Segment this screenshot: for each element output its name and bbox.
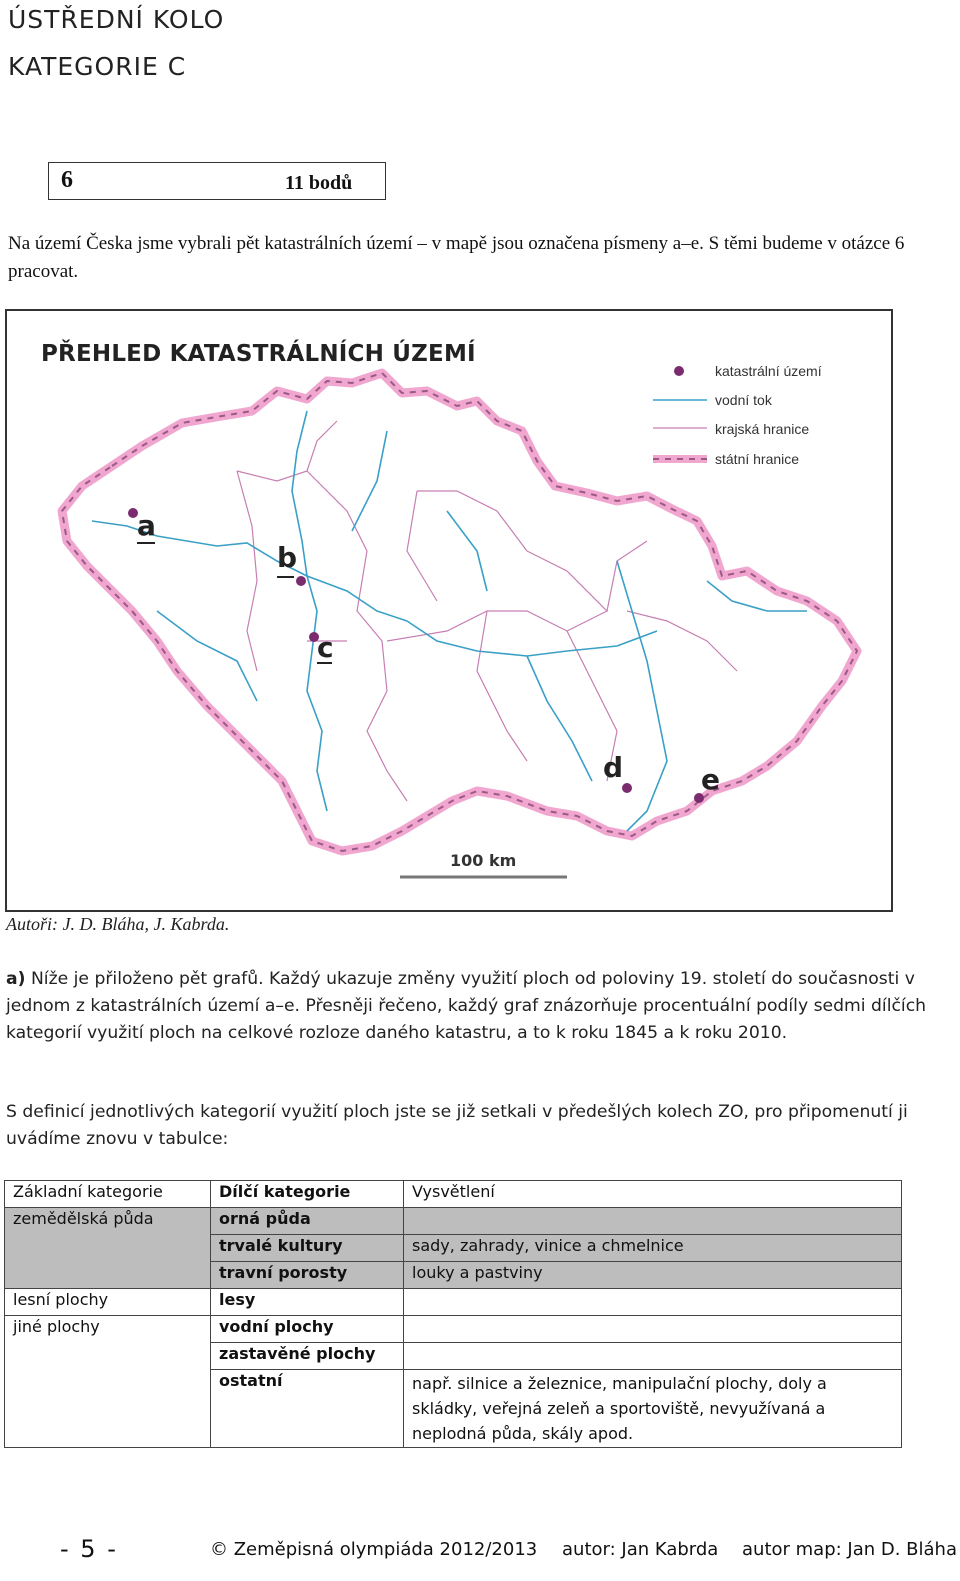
table-row — [5, 1262, 902, 1289]
task-points: 11 bodů — [285, 172, 353, 194]
footer-copyright: © Zeměpisná olympiáda 2012/2013 — [210, 1539, 538, 1560]
paragraph-definition: S definicí jednotlivých kategorií využití ploch jste se již setkali v předešlých kolech ZO, pro připomenutí ji uvádíme znovu v tabulce: — [6, 1102, 908, 1149]
map-label-c: c — [317, 631, 334, 664]
table-cell: ostatní — [211, 1370, 404, 1448]
table-cell: lesy — [211, 1289, 404, 1316]
legend-river: vodní tok — [715, 392, 772, 408]
table-cell: louky a pastviny — [404, 1262, 902, 1289]
table-header-cell: Základní kategorie — [5, 1181, 211, 1208]
table-cell: travní porosty — [211, 1262, 404, 1289]
table-cell: vodní plochy — [211, 1316, 404, 1343]
table-cell — [404, 1343, 902, 1370]
legend-regional: krajská hranice — [715, 421, 810, 437]
paragraph-a — [6, 966, 951, 1047]
table-cell — [5, 1370, 211, 1448]
table-cell: sady, zahrady, vinice a chmelnice — [404, 1235, 902, 1262]
table-cell — [404, 1316, 902, 1343]
paragraph-a-label: a) — [6, 969, 26, 989]
table-row — [5, 1235, 902, 1262]
table-header-row — [5, 1181, 902, 1208]
footer-author: autor: Jan Kabrda — [562, 1539, 719, 1560]
state-border — [62, 373, 857, 851]
map-label-d: d — [603, 751, 624, 784]
intro-paragraph: Na území Česka jsme vybrali pět katastrálních území – v mapě jsou označena písmeny a–e. S těmi budeme v otázce 6 pracovat. — [8, 233, 905, 282]
legend-cadastral-symbol — [674, 366, 684, 376]
table-cell: lesní plochy — [5, 1289, 211, 1316]
map-label-b: b — [277, 541, 298, 574]
table-row — [5, 1370, 902, 1448]
table-row — [5, 1208, 902, 1235]
legend-state: státní hranice — [715, 451, 800, 467]
table-cell — [5, 1262, 211, 1289]
task-number: 6 — [61, 167, 73, 193]
header-category: KATEGORIE C — [8, 52, 187, 81]
table-cell — [404, 1208, 902, 1235]
table-row — [5, 1289, 902, 1316]
regional-borders — [237, 421, 737, 801]
table-header-cell: Vysvětlení — [404, 1181, 902, 1208]
scale-label: 100 km — [450, 851, 517, 870]
map-label-e: e — [701, 763, 720, 796]
task-box — [48, 162, 386, 200]
table-row — [5, 1316, 902, 1343]
map-authors: Autoři: J. D. Bláha, J. Kabrda. — [6, 914, 230, 934]
marker-d — [622, 783, 632, 793]
legend-cadastral: katastrální území — [715, 363, 822, 379]
map-title: PŘEHLED KATASTRÁLNÍCH ÚZEMÍ — [41, 341, 476, 367]
table-cell: orná půda — [211, 1208, 404, 1235]
rivers — [92, 411, 810, 831]
page-number: - 5 - — [60, 1535, 118, 1563]
map-figure — [5, 309, 893, 912]
paragraph-a-text: Níže je přiloženo pět grafů. Každý ukazuje změny využití ploch od poloviny 19. století do současnosti v jednom z katastrálních území a–e. Přesněji řečeno, každý graf znázorňuje procentuální podíly sedmi dílčích kategorií využití ploch na celkové rozloze daného katastru, a to k roku 1845 a k roku 2010. — [6, 969, 927, 1043]
footer-map-author: autor map: Jan D. Bláha — [742, 1539, 957, 1560]
table-cell: trvalé kultury — [211, 1235, 404, 1262]
table-cell — [5, 1235, 211, 1262]
marker-b — [296, 576, 306, 586]
table-cell — [5, 1343, 211, 1370]
table-cell: zemědělská půda — [5, 1208, 211, 1235]
category-table — [4, 1180, 902, 1448]
table-cell: např. silnice a železnice, manipulační plochy, doly a skládky, veřejná zeleň a sportoviště, nevyužívaná a neplodná půda, skály apod. — [404, 1370, 902, 1448]
table-header-cell: Dílčí kategorie — [211, 1181, 404, 1208]
table-cell: jiné plochy — [5, 1316, 211, 1343]
table-cell — [404, 1289, 902, 1316]
table-cell: zastavěné plochy — [211, 1343, 404, 1370]
header-round: ÚSTŘEDNÍ KOLO — [8, 5, 225, 34]
map-label-a: a — [137, 509, 156, 542]
table-row — [5, 1343, 902, 1370]
